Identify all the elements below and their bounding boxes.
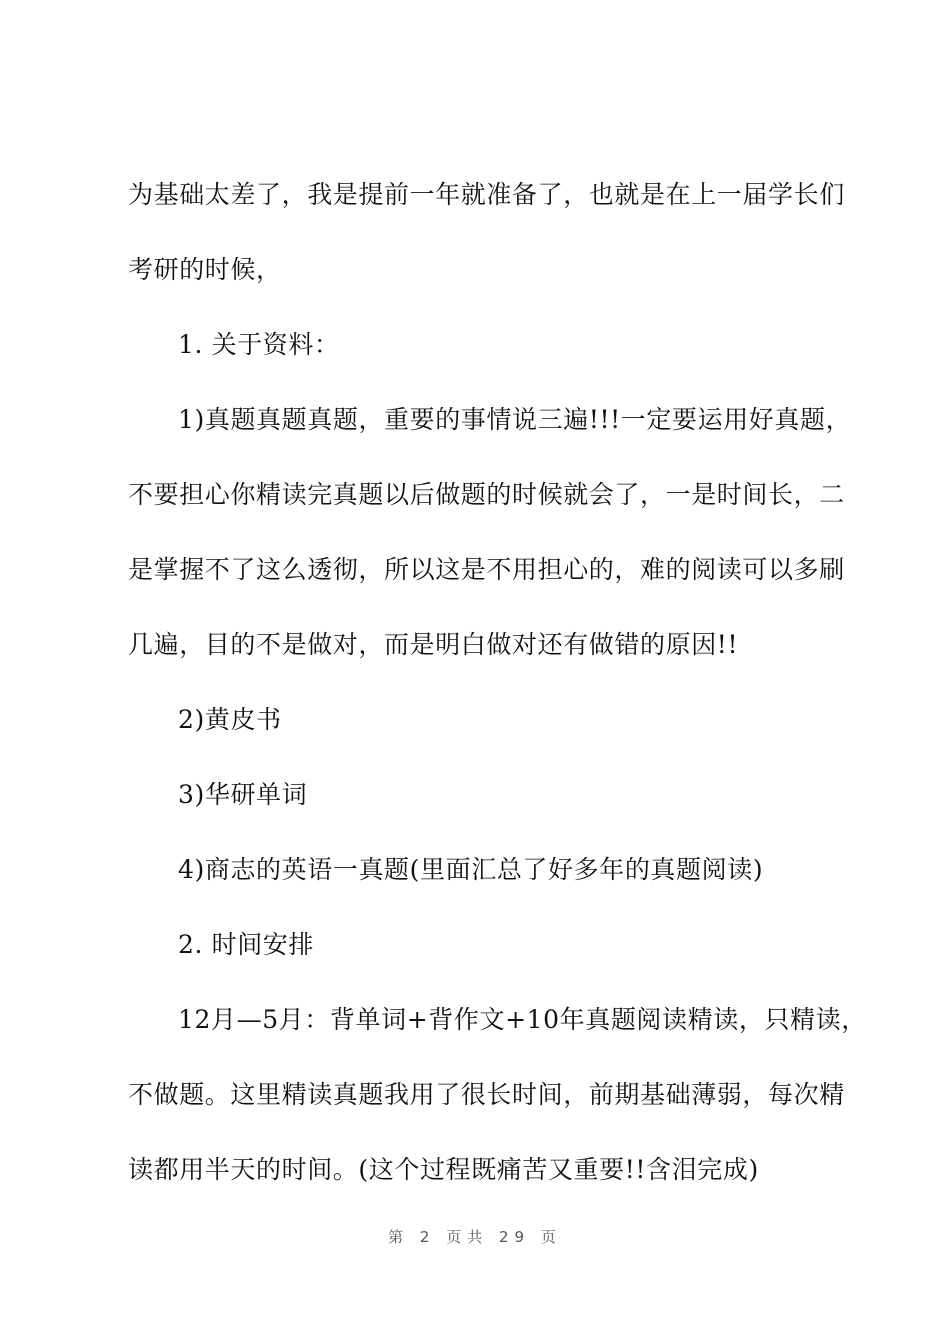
body-text-line: 是掌握不了这么透彻，所以这是不用担心的，难的阅读可以多刷 bbox=[128, 555, 845, 584]
body-text-line: 不要担心你精读完真题以后做题的时候就会了，一是时间长，二 bbox=[128, 480, 845, 509]
section-heading-materials: 1. 关于资料： bbox=[178, 330, 340, 359]
body-text-line: 读都用半天的时间。(这个过程既痛苦又重要!!含泪完成) bbox=[128, 1155, 759, 1184]
body-text-line: 考研的时候， bbox=[128, 255, 282, 284]
body-text-line: 12月—5月：背单词+背作文+10年真题阅读精读，只精读， bbox=[178, 1005, 867, 1034]
list-item-text: 2)黄皮书 bbox=[178, 705, 282, 734]
list-item-text: 4)商志的英语一真题(里面汇总了好多年的真题阅读) bbox=[178, 855, 764, 884]
body-text-line: 为基础太差了，我是提前一年就准备了，也就是在上一届学长们 bbox=[128, 180, 845, 209]
section-heading-schedule: 2. 时间安排 bbox=[178, 930, 314, 959]
body-text-line: 几遍，目的不是做对，而是明白做对还有做错的原因!! bbox=[128, 630, 739, 659]
body-text-line: 不做题。这里精读真题我用了很长时间，前期基础薄弱，每次精 bbox=[128, 1080, 845, 1109]
list-item-text: 3)华研单词 bbox=[178, 780, 308, 809]
list-item-text: 1)真题真题真题，重要的事情说三遍!!!一定要运用好真题， bbox=[178, 405, 852, 434]
page-footer: 第 2 页共 29 页 bbox=[388, 1228, 562, 1246]
